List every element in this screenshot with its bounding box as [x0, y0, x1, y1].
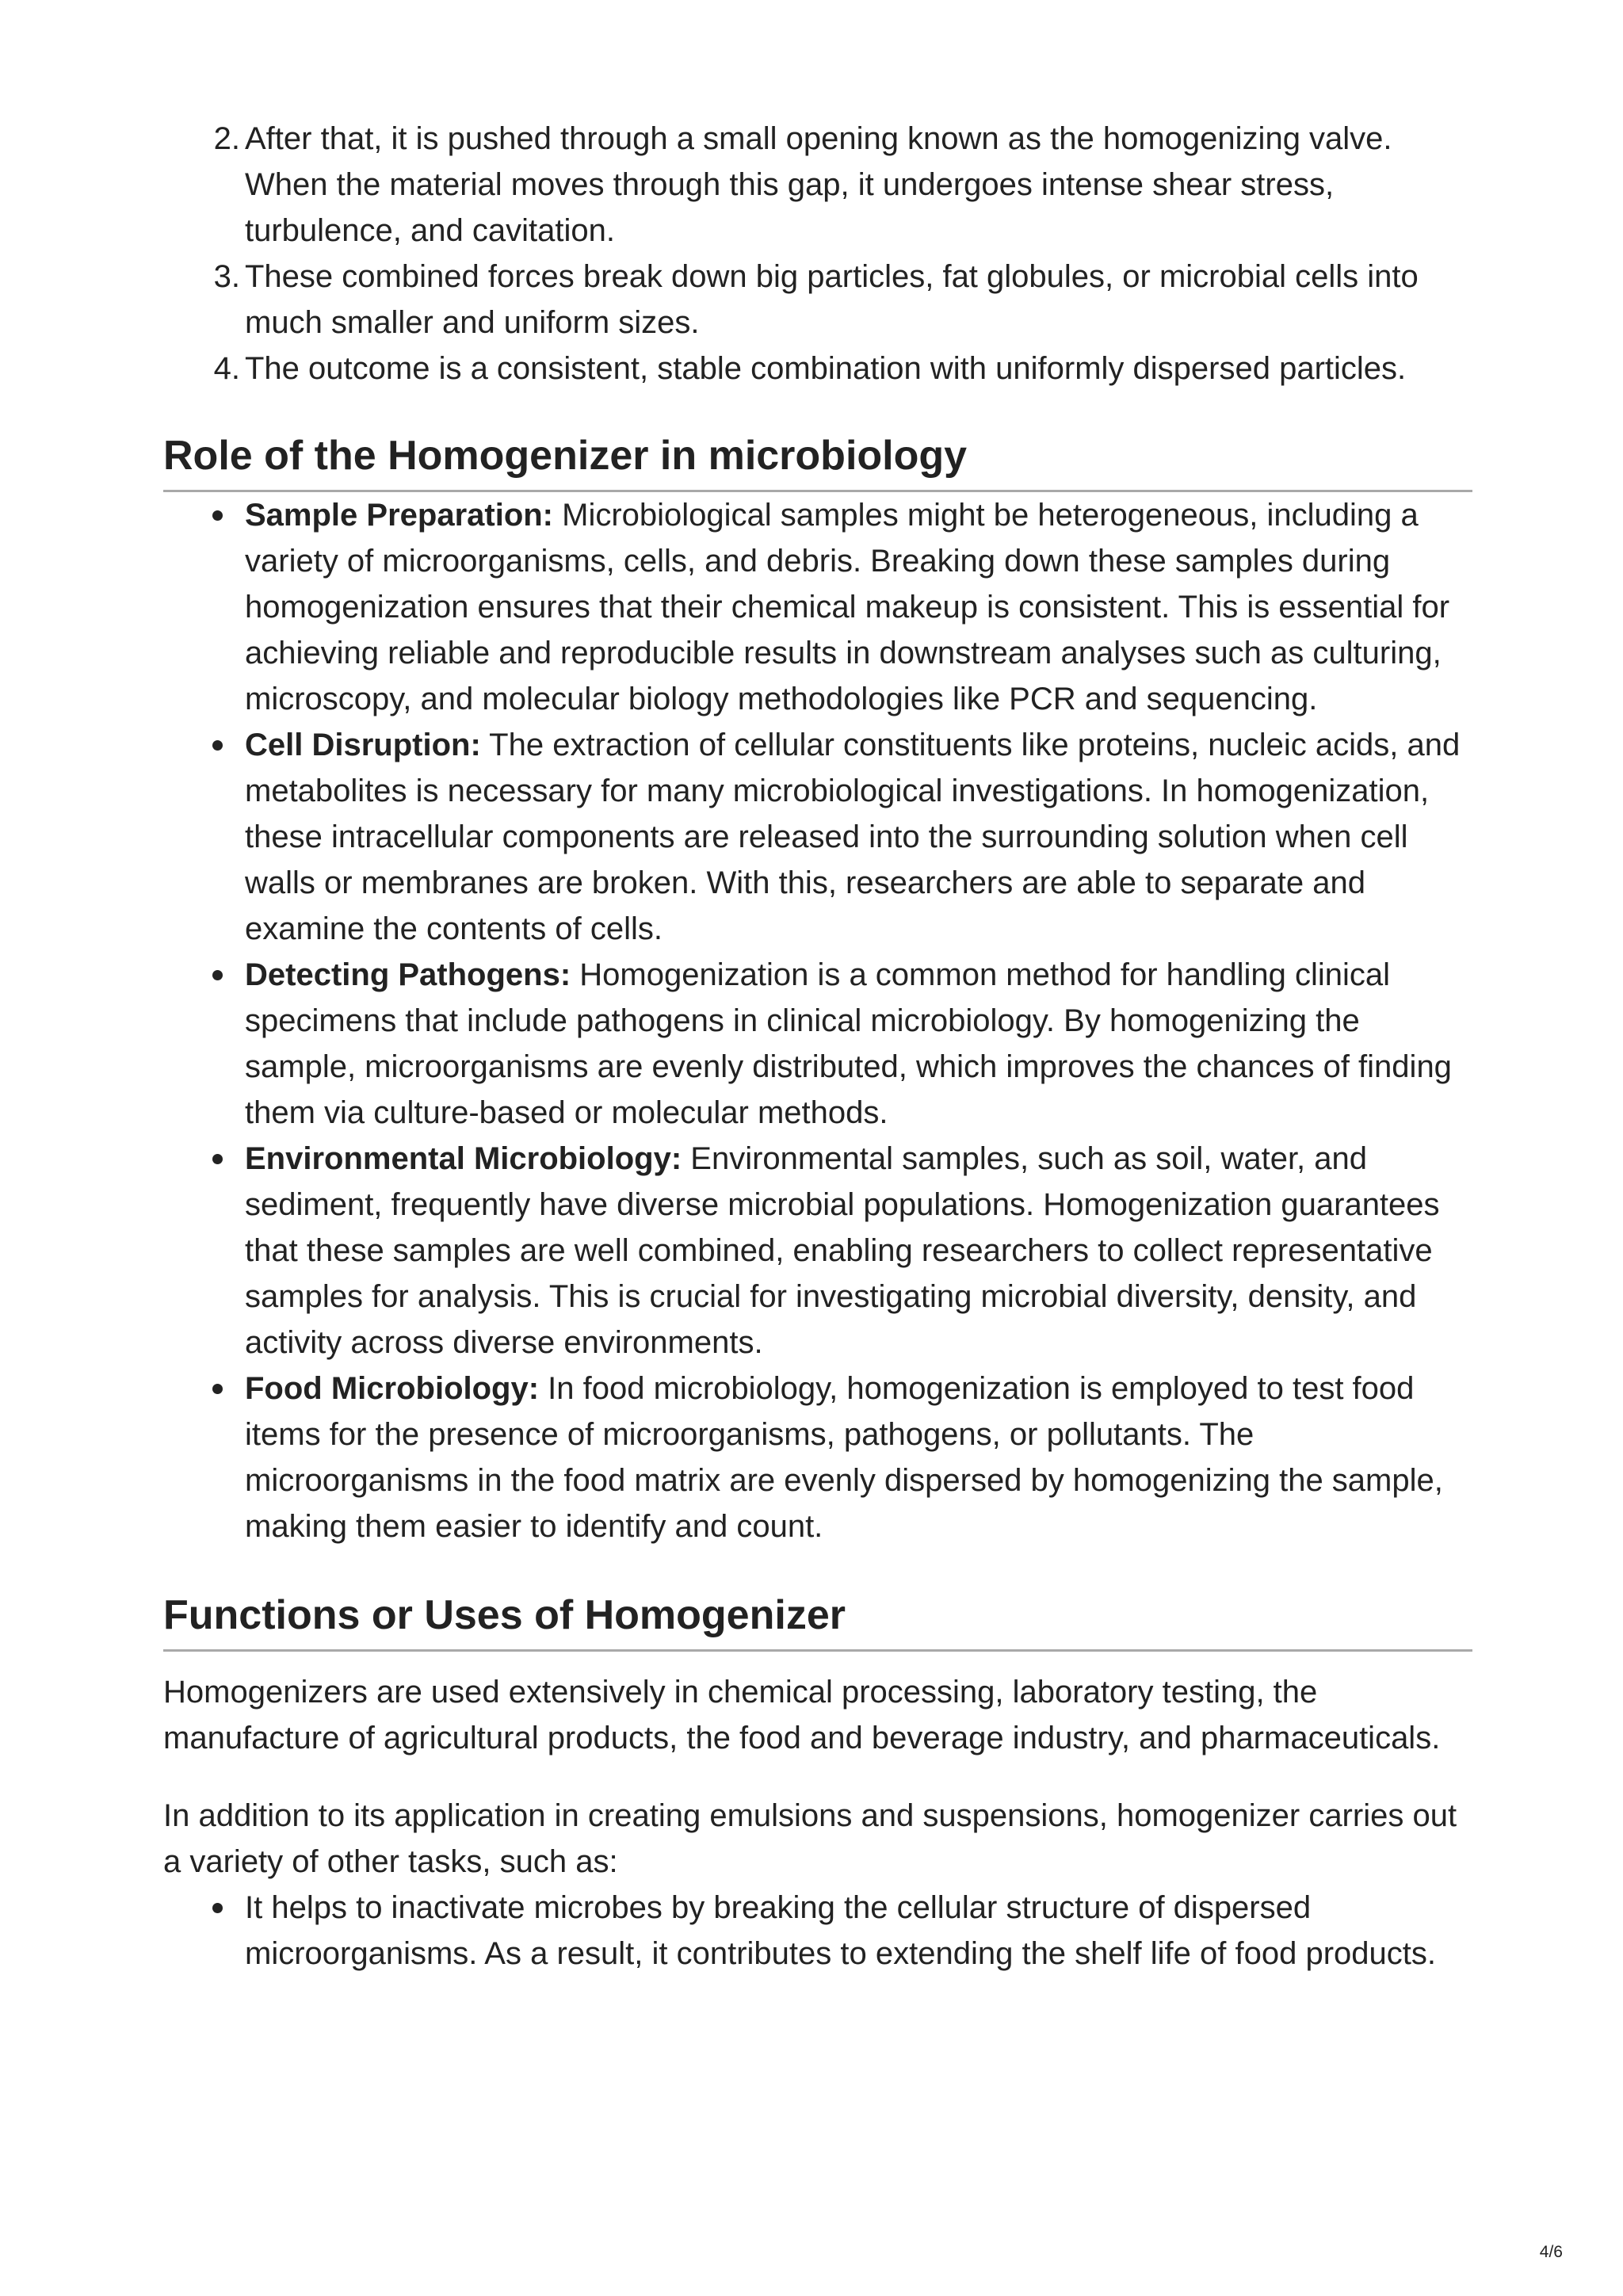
bullet-icon	[212, 1154, 223, 1164]
bullet-icon	[212, 510, 223, 521]
list-item-text: Homogenization is a common method for handling clinical specimens that include pathogens in clinical microbiology. By homogenizing the sample, microorganisms are evenly distributed, which improves the chances of finding them via culture-based or molecular methods.	[245, 957, 1452, 1130]
list-item-term: Environmental Microbiology:	[245, 1141, 682, 1176]
list-item-text: It helps to inactivate microbes by breaking the cellular structure of dispersed microorganisms. As a result, it contributes to extending the shelf life of food products.	[245, 1890, 1436, 1971]
tasks-list	[163, 1885, 1472, 1977]
list-item-term: Detecting Pathogens:	[245, 957, 571, 992]
list-item	[213, 346, 1472, 392]
list-item	[245, 1366, 1472, 1549]
list-item	[245, 722, 1472, 952]
page-number: 4/6	[1539, 2243, 1563, 2261]
list-item-text: In food microbiology, homogenization is employed to test food items for the presence of microorganisms, pathogens, or pollutants. The microorganisms in the food matrix are evenly dispersed by homogenizing the sample, making them easier to identify and count.	[245, 1371, 1443, 1544]
list-item-term: Sample Preparation:	[245, 498, 554, 533]
functions-paragraph: In addition to its application in creating emulsions and suspensions, homogenizer carries out a variety of other tasks, such as:	[163, 1798, 1457, 1879]
process-steps-list	[163, 116, 1472, 392]
role-section-heading: Role of the Homogenizer in microbiology	[163, 430, 1472, 492]
list-item	[245, 952, 1472, 1136]
bullet-icon	[212, 1384, 223, 1394]
list-item	[213, 254, 1472, 346]
list-item	[245, 1136, 1472, 1366]
functions-paragraph: Homogenizers are used extensively in chemical processing, laboratory testing, the manufacture of agricultural products, the food and beverage industry, and pharmaceuticals.	[163, 1675, 1441, 1755]
list-item-text: Microbiological samples might be heterogeneous, including a variety of microorganisms, cells, and debris. Breaking down these samples during homogenization ensures that their chemical makeup is consistent. This is essential for achieving reliable and reproducible results in downstream analyses such as culturing, microscopy, and molecular biology methodologies like PCR and sequencing.	[245, 498, 1450, 716]
list-item	[213, 116, 1472, 254]
article-content	[163, 116, 1472, 1977]
list-item-text: Environmental samples, such as soil, water, and sediment, frequently have diverse microbial populations. Homogenization guarantees that these samples are well combined, enabling researchers to collect representative samples for analysis. This is crucial for investigating microbial diversity, density, and activity across diverse environments.	[245, 1141, 1440, 1360]
list-item-text: The extraction of cellular constituents like proteins, nucleic acids, and metabolites is necessary for many microbiological investigations. In homogenization, these intracellular components are released into the surrounding solution when cell walls or membranes are broken. With this, researchers are able to separate and examine the contents of cells.	[245, 728, 1461, 946]
role-list	[163, 492, 1472, 1549]
list-item-term: Cell Disruption:	[245, 728, 481, 762]
list-item	[245, 1885, 1472, 1977]
list-item-number: 3.	[213, 259, 240, 294]
list-item	[245, 492, 1472, 722]
list-item-term: Food Microbiology:	[245, 1371, 540, 1406]
bullet-icon	[212, 740, 223, 751]
list-item-number: 2.	[213, 121, 240, 156]
list-item-text: The outcome is a consistent, stable combination with uniformly dispersed particles.	[245, 351, 1407, 386]
list-item-text: These combined forces break down big particles, fat globules, or microbial cells into much smaller and uniform sizes.	[245, 259, 1419, 340]
functions-section-heading: Functions or Uses of Homogenizer	[163, 1589, 1472, 1652]
list-item-text: After that, it is pushed through a small opening known as the homogenizing valve. When the material moves through this gap, it undergoes intense shear stress, turbulence, and cavitation.	[245, 121, 1392, 248]
list-item-number: 4.	[213, 351, 240, 386]
bullet-icon	[212, 1903, 223, 1913]
bullet-icon	[212, 970, 223, 980]
